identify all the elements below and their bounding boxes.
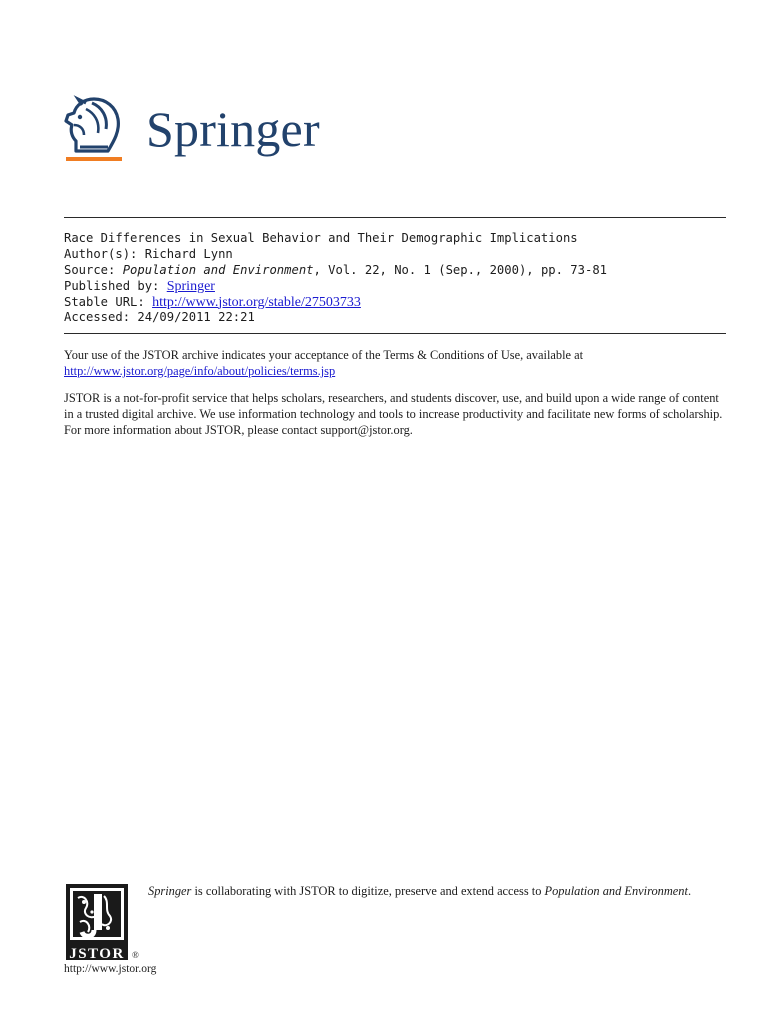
authors-label: Author(s): <box>64 246 138 261</box>
publisher-link[interactable]: Springer <box>166 278 215 294</box>
stable-url-line <box>64 295 724 311</box>
publisher-label: Published by: <box>64 278 160 293</box>
knight-horse-icon <box>62 95 126 155</box>
jstor-logo-text: JSTOR <box>69 946 125 962</box>
logo-accent-bar <box>66 157 122 161</box>
top-divider <box>64 217 726 218</box>
accessed-value: 24/09/2011 22:21 <box>137 310 255 325</box>
citation-block <box>64 231 724 326</box>
collab-text: is collaborating with JSTOR to digitize, preserve and extend access to <box>191 884 545 898</box>
jstor-logo <box>64 882 154 962</box>
authors-value: Richard Lynn <box>144 246 233 261</box>
source-details: , Vol. 22, No. 1 (Sep., 2000), pp. 73-81 <box>313 262 607 277</box>
authors-line <box>64 247 724 263</box>
jstor-notice <box>64 347 730 438</box>
collaboration-note <box>148 883 738 899</box>
collab-publisher: Springer <box>148 884 192 898</box>
article-title: Race Differences in Sexual Behavior and Their Demographic Implications <box>64 231 578 245</box>
publisher-line <box>64 279 724 295</box>
accessed-line <box>64 310 724 326</box>
source-label: Source: <box>64 262 116 277</box>
bottom-divider <box>64 333 726 334</box>
accessed-label: Accessed: <box>64 310 131 325</box>
stable-url-link[interactable]: http://www.jstor.org/stable/27503733 <box>152 294 361 310</box>
source-line <box>64 263 724 279</box>
springer-wordmark: Springer <box>146 101 320 157</box>
source-journal: Population and Environment <box>122 262 314 277</box>
stable-url-label: Stable URL: <box>64 294 145 309</box>
about-paragraph: JSTOR is a not-for-profit service that helps scholars, researchers, and students discover, use, and build upon a wide range of content in a trusted digital archive. We use information technology and tools to increase productivity and facilitate new forms of scholarship. For more information about JSTOR, please contact support@jstor.org. <box>64 391 723 437</box>
collab-end: . <box>687 884 692 898</box>
registered-mark: ® <box>132 950 139 960</box>
jstor-home-link[interactable]: http://www.jstor.org <box>64 963 157 975</box>
collab-journal: Population and Environment <box>544 884 688 898</box>
terms-paragraph <box>64 347 730 379</box>
terms-text: Your use of the JSTOR archive indicates your acceptance of the Terms & Conditions of Use, available at <box>64 348 584 362</box>
springer-logo <box>62 95 362 170</box>
terms-link[interactable]: http://www.jstor.org/page/info/about/policies/terms.jsp <box>64 364 336 378</box>
